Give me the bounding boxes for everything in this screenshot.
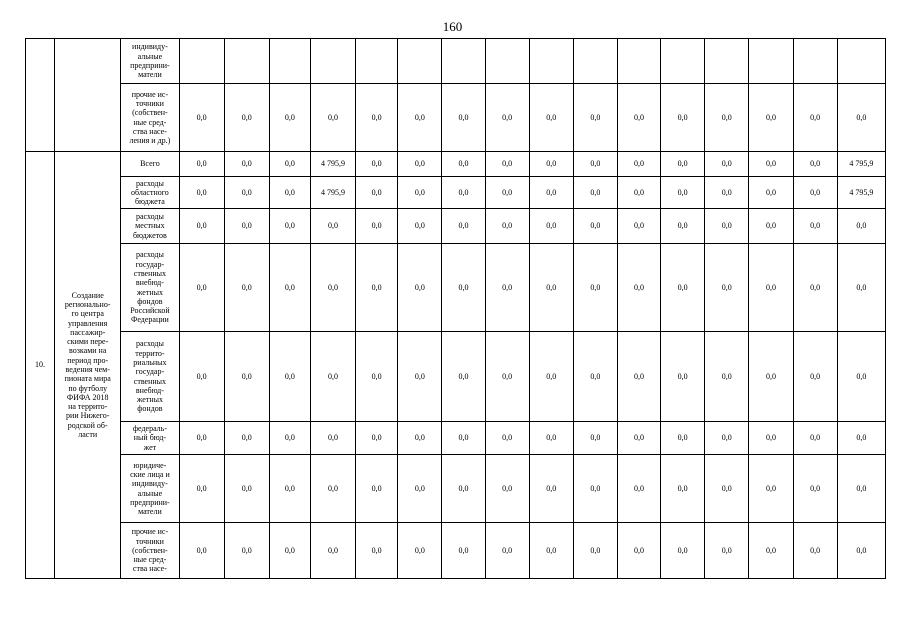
value-cell: 0,0	[224, 455, 269, 523]
value-cell: 0,0	[617, 177, 660, 209]
value-cell: 0,0	[661, 244, 705, 332]
value-cell: 0,0	[749, 455, 793, 523]
value-cell: 0,0	[398, 152, 442, 177]
value-cell	[269, 39, 310, 84]
measure-name-cell: Создание регионально- го центра управления пассажир- скими пере- возками на период про- ведения чем- пионата мира по футболу ФИФА 2018 на террито- рии Нижего- родской об- ласти	[55, 152, 121, 579]
value-cell: 0,0	[661, 84, 705, 152]
value-cell: 0,0	[573, 244, 617, 332]
value-cell: 0,0	[705, 422, 749, 455]
value-cell: 0,0	[573, 84, 617, 152]
value-cell: 0,0	[442, 455, 485, 523]
value-cell: 0,0	[485, 84, 529, 152]
value-cell: 4 795,9	[837, 177, 885, 209]
funding-source-label: расходы областного бюджета	[121, 177, 179, 209]
value-cell: 0,0	[224, 523, 269, 579]
value-cell: 0,0	[617, 422, 660, 455]
value-cell: 0,0	[749, 523, 793, 579]
value-cell: 0,0	[661, 152, 705, 177]
table-row	[26, 209, 886, 244]
value-cell: 0,0	[617, 209, 660, 244]
table-row	[26, 244, 886, 332]
table-row	[26, 422, 886, 455]
value-cell: 0,0	[617, 455, 660, 523]
value-cell: 0,0	[529, 84, 573, 152]
value-cell: 0,0	[356, 455, 398, 523]
value-cell: 0,0	[442, 523, 485, 579]
value-cell: 0,0	[793, 422, 837, 455]
funding-source-label: федераль- ный бюд- жет	[121, 422, 179, 455]
measure-name-cell	[55, 39, 121, 152]
value-cell: 0,0	[573, 152, 617, 177]
funding-source-label: расходы государ- ственных внебюд- жетных фондов Российской Федерации	[121, 244, 179, 332]
value-cell: 0,0	[224, 209, 269, 244]
value-cell: 0,0	[398, 455, 442, 523]
funding-source-label: индивиду- альные предприни- матели	[121, 39, 179, 84]
value-cell	[661, 39, 705, 84]
value-cell: 0,0	[749, 332, 793, 422]
value-cell: 0,0	[442, 422, 485, 455]
value-cell: 0,0	[224, 177, 269, 209]
funding-source-label: прочие ис- точники (собствен- ные сред- ства насе- ления и др.)	[121, 84, 179, 152]
funding-source-label: Всего	[121, 152, 179, 177]
value-cell: 0,0	[485, 244, 529, 332]
value-cell: 0,0	[573, 332, 617, 422]
value-cell: 0,0	[793, 84, 837, 152]
value-cell: 0,0	[661, 422, 705, 455]
funding-source-label: юридиче- ские лица и индивиду- альные предприни- матели	[121, 455, 179, 523]
value-cell: 0,0	[442, 177, 485, 209]
value-cell: 0,0	[269, 332, 310, 422]
value-cell: 0,0	[398, 523, 442, 579]
value-cell: 0,0	[529, 152, 573, 177]
value-cell	[573, 39, 617, 84]
value-cell: 0,0	[485, 209, 529, 244]
value-cell: 0,0	[224, 152, 269, 177]
value-cell: 0,0	[529, 209, 573, 244]
value-cell: 0,0	[705, 332, 749, 422]
budget-table	[25, 38, 886, 579]
value-cell: 0,0	[310, 455, 355, 523]
value-cell	[310, 39, 355, 84]
value-cell: 0,0	[224, 422, 269, 455]
value-cell: 4 795,9	[310, 177, 355, 209]
value-cell: 0,0	[179, 523, 224, 579]
value-cell: 0,0	[269, 455, 310, 523]
value-cell: 0,0	[310, 209, 355, 244]
value-cell: 0,0	[529, 455, 573, 523]
value-cell: 0,0	[485, 152, 529, 177]
value-cell: 4 795,9	[310, 152, 355, 177]
value-cell: 0,0	[705, 244, 749, 332]
value-cell	[529, 39, 573, 84]
value-cell: 0,0	[442, 152, 485, 177]
value-cell: 0,0	[793, 152, 837, 177]
value-cell	[485, 39, 529, 84]
table-row	[26, 455, 886, 523]
value-cell	[356, 39, 398, 84]
value-cell: 0,0	[269, 209, 310, 244]
value-cell: 0,0	[705, 152, 749, 177]
value-cell: 0,0	[749, 209, 793, 244]
value-cell: 0,0	[617, 332, 660, 422]
value-cell: 0,0	[793, 332, 837, 422]
value-cell: 0,0	[793, 523, 837, 579]
value-cell: 0,0	[485, 523, 529, 579]
value-cell: 0,0	[705, 523, 749, 579]
value-cell	[793, 39, 837, 84]
value-cell: 0,0	[179, 84, 224, 152]
value-cell: 0,0	[573, 177, 617, 209]
value-cell: 0,0	[573, 523, 617, 579]
value-cell: 4 795,9	[837, 152, 885, 177]
value-cell: 0,0	[398, 422, 442, 455]
value-cell: 0,0	[224, 332, 269, 422]
value-cell: 0,0	[617, 244, 660, 332]
value-cell: 0,0	[661, 455, 705, 523]
value-cell: 0,0	[356, 84, 398, 152]
value-cell: 0,0	[793, 244, 837, 332]
value-cell: 0,0	[398, 209, 442, 244]
value-cell: 0,0	[837, 209, 885, 244]
value-cell	[837, 39, 885, 84]
page-number: 160	[442, 19, 463, 34]
value-cell: 0,0	[310, 422, 355, 455]
value-cell: 0,0	[617, 84, 660, 152]
row-number-cell	[26, 39, 55, 152]
value-cell: 0,0	[793, 177, 837, 209]
value-cell: 0,0	[356, 523, 398, 579]
value-cell: 0,0	[310, 523, 355, 579]
value-cell: 0,0	[269, 152, 310, 177]
value-cell: 0,0	[179, 177, 224, 209]
value-cell: 0,0	[661, 177, 705, 209]
value-cell: 0,0	[485, 332, 529, 422]
value-cell	[398, 39, 442, 84]
value-cell: 0,0	[529, 244, 573, 332]
row-number-cell: 10.	[26, 152, 55, 579]
value-cell: 0,0	[442, 332, 485, 422]
value-cell: 0,0	[837, 332, 885, 422]
value-cell: 0,0	[398, 177, 442, 209]
value-cell: 0,0	[573, 422, 617, 455]
value-cell: 0,0	[356, 332, 398, 422]
value-cell	[705, 39, 749, 84]
value-cell	[617, 39, 660, 84]
table-row	[26, 177, 886, 209]
value-cell: 0,0	[179, 455, 224, 523]
value-cell: 0,0	[529, 177, 573, 209]
value-cell: 0,0	[356, 422, 398, 455]
table-row	[26, 152, 886, 177]
value-cell: 0,0	[529, 422, 573, 455]
value-cell: 0,0	[269, 523, 310, 579]
value-cell: 0,0	[705, 177, 749, 209]
value-cell: 0,0	[793, 209, 837, 244]
value-cell: 0,0	[661, 332, 705, 422]
value-cell: 0,0	[485, 422, 529, 455]
value-cell: 0,0	[837, 422, 885, 455]
value-cell: 0,0	[837, 455, 885, 523]
value-cell: 0,0	[179, 332, 224, 422]
table-row	[26, 84, 886, 152]
value-cell: 0,0	[310, 244, 355, 332]
value-cell: 0,0	[310, 332, 355, 422]
value-cell: 0,0	[442, 209, 485, 244]
value-cell: 0,0	[269, 177, 310, 209]
value-cell: 0,0	[310, 84, 355, 152]
funding-source-label: расходы террито- риальных государ- ственных внебюд- жетных фондов	[121, 332, 179, 422]
value-cell	[179, 39, 224, 84]
value-cell: 0,0	[837, 523, 885, 579]
value-cell: 0,0	[179, 209, 224, 244]
value-cell: 0,0	[661, 523, 705, 579]
value-cell: 0,0	[179, 152, 224, 177]
table-row	[26, 332, 886, 422]
value-cell: 0,0	[442, 244, 485, 332]
value-cell: 0,0	[749, 177, 793, 209]
value-cell: 0,0	[573, 209, 617, 244]
value-cell: 0,0	[485, 455, 529, 523]
value-cell: 0,0	[617, 152, 660, 177]
table-row	[26, 39, 886, 84]
table-row	[26, 523, 886, 579]
value-cell: 0,0	[749, 422, 793, 455]
value-cell: 0,0	[356, 152, 398, 177]
value-cell: 0,0	[749, 152, 793, 177]
value-cell: 0,0	[705, 209, 749, 244]
value-cell: 0,0	[749, 84, 793, 152]
value-cell: 0,0	[837, 244, 885, 332]
value-cell	[224, 39, 269, 84]
value-cell: 0,0	[179, 422, 224, 455]
value-cell: 0,0	[617, 523, 660, 579]
value-cell: 0,0	[224, 84, 269, 152]
value-cell: 0,0	[269, 422, 310, 455]
funding-source-label: прочие ис- точники (собствен- ные сред- ства насе-	[121, 523, 179, 579]
value-cell: 0,0	[224, 244, 269, 332]
value-cell: 0,0	[705, 455, 749, 523]
value-cell: 0,0	[269, 84, 310, 152]
value-cell: 0,0	[529, 523, 573, 579]
value-cell: 0,0	[485, 177, 529, 209]
value-cell: 0,0	[398, 244, 442, 332]
funding-source-label: расходы местных бюджетов	[121, 209, 179, 244]
value-cell: 0,0	[398, 332, 442, 422]
value-cell: 0,0	[793, 455, 837, 523]
value-cell	[442, 39, 485, 84]
value-cell: 0,0	[573, 455, 617, 523]
value-cell: 0,0	[749, 244, 793, 332]
value-cell: 0,0	[179, 244, 224, 332]
value-cell: 0,0	[705, 84, 749, 152]
value-cell: 0,0	[837, 84, 885, 152]
value-cell: 0,0	[269, 244, 310, 332]
value-cell: 0,0	[356, 209, 398, 244]
value-cell: 0,0	[661, 209, 705, 244]
value-cell: 0,0	[356, 244, 398, 332]
value-cell: 0,0	[356, 177, 398, 209]
value-cell	[749, 39, 793, 84]
value-cell: 0,0	[442, 84, 485, 152]
value-cell: 0,0	[398, 84, 442, 152]
value-cell: 0,0	[529, 332, 573, 422]
